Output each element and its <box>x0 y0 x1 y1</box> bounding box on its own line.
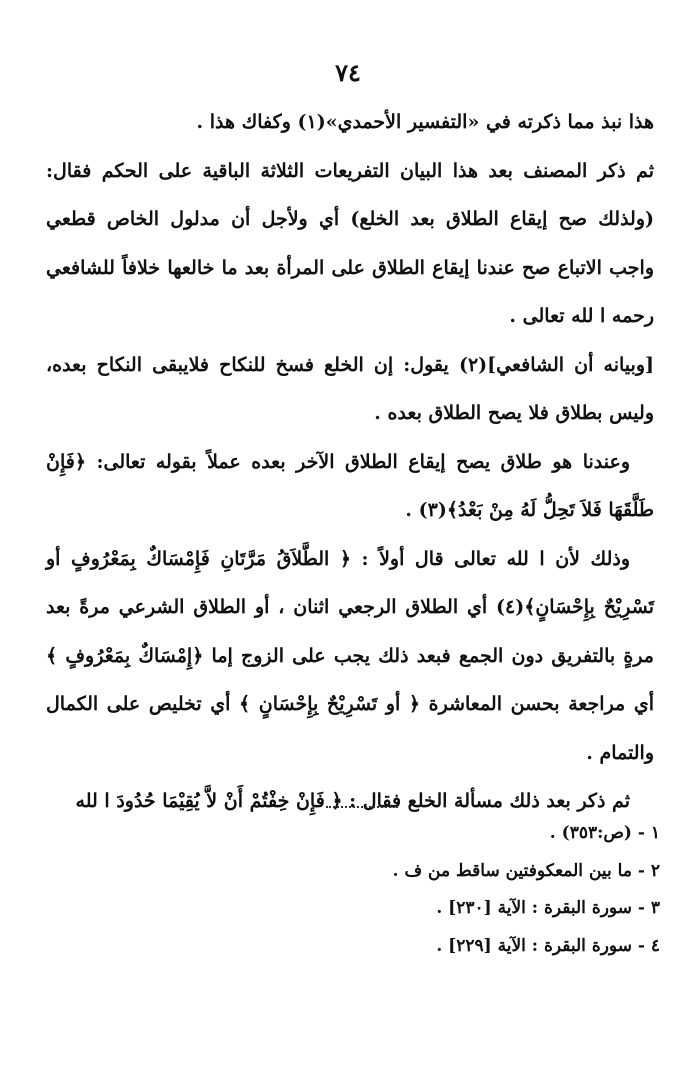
footnotes <box>46 815 660 965</box>
main-text <box>46 98 654 826</box>
footnote: ٣ - سورة البقرة : الآية [٢٣٠] . <box>436 898 660 918</box>
paragraph: [وبيانه أن الشافعي](٢) يقول: إن الخلع فسخ للنكاح فلايبقى النكاح بعده، وليس بطلاق فلا يصح الطلاق بعده . <box>46 353 654 424</box>
paragraph: هذا نبذ مما ذكرته في «التفسير الأحمدي»(١) وكفاك هذا . <box>196 111 654 133</box>
footnote: ٢ - ما بين المعكوفتين ساقط من ف . <box>392 860 660 881</box>
footnote: ١ - (ص:٣٥٣) . <box>549 823 660 843</box>
paragraph: وعندنا هو طلاق يصح إيقاع الطلاق الآخر بعده عملاً بقوله تعالى: ﴿فَإِنْ طَلَّقَهَا فَلاَ تَحِلُّ لَهُ مِنْ بَعْدُ﴾(٣) . <box>46 450 654 521</box>
paragraph: وذلك لأن ا لله تعالى قال أولاً : ﴿ الطَّلاَقُ مَرَّتَانِ فَإِمْسَاكٌ بِمَعْرُوفٍ أو تَسْرِيْحٌ بِإِحْسَانٍ﴾(٤) أي الطلاق الرجعي اثنان ، أو الطلاق الشرعي مرةً بعد مرةٍ بالتفريق دون الجمع فبعد ذلك يجب على الزوج إما ﴿إِمْسَاكٌ بِمَعْرُوفٍ ﴾ أي مراجعة بحسن المعاشرة ﴿ أو تَسْرِيْحٌ بِإِحْسَانٍ ﴾ أي تخليص على الكمال والتمام . <box>46 547 654 764</box>
paragraph: ثم ذكر المصنف بعد هذا البيان التفريعات الثلاثة الباقية على الحكم فقال: (ولذلك صح إيقاع الطلاق بعد الخلع) أي ولأجل أن مدلول الخاص قطعي واجب الاتباع صح عندنا إيقاع الطلاق على المرأة بعد ما خالعها خلافاً للشافعي رحمه ا لله تعالى . <box>46 159 654 327</box>
paragraph: ثم ذكر بعد ذلك مسألة الخلع فقال : ﴿ فَإِنْ خِفْتُمْ أَنْ لاَّ يُقِيْمَا حُدُودَ ا لله <box>75 790 630 812</box>
footnote-divider <box>326 806 398 808</box>
page-number: ٧٤ <box>335 58 361 87</box>
footnote: ٤ - سورة البقرة : الآية [٢٢٩] . <box>436 935 660 956</box>
